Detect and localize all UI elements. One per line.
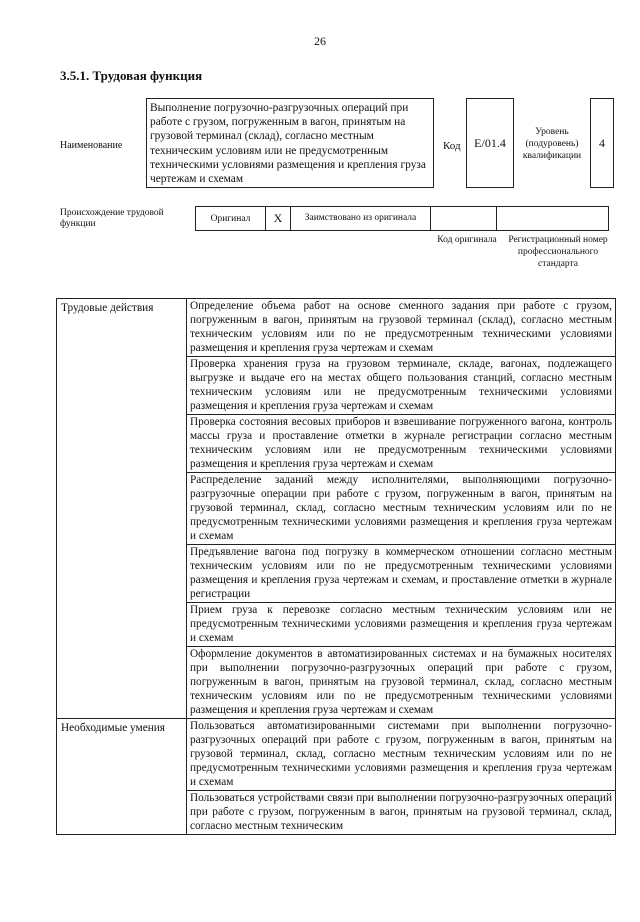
table-row [57,719,616,791]
original-label: Оригинал [196,207,266,231]
page-number: 26 [314,34,326,48]
origin-label: Происхождение трудовой функции [60,208,164,229]
borrowed-label: Заимствовано из оригинала [291,207,431,231]
labor-action-item: Распределение заданий между исполнителями, выполняющими погрузочно-разгрузочные операции при работе с грузом, погруженным в вагон, принятым на грузовой терминал, склад, согласно местным техническим условиям или по не предусмотренным техническими условиями размещения и крепления груза чертежам и схемам [187,473,616,545]
required-skill-item: Пользоваться устройствами связи при выполнении погрузочно-разгрузочных операций при работе с грузом, погруженным в вагон, принятым на грузовой терминал, склад, согласно местным техническим [187,791,616,835]
qualification-level-label: Уровень (подуровень) квалификации [522,127,582,161]
original-code-cell [431,207,497,231]
labor-action-item: Оформление документов в автоматизированных системах и на бумажных носителях при выполнении погрузочно-разгрузочных операций при работе с грузом, погруженным в вагон, принятым на грузовой терминал, склад, согласно местным техническим условиям или по не предусмотренным техническими условиями размещения и крепления груза чертежам и схемам [187,647,616,719]
required-skill-item: Пользоваться автоматизированными системами при выполнении погрузочно-разгрузочных операций при работе с грузом, погруженным в вагон, принятым на грузовой терминал, склад, согласно местным техническим условиям или по не предусмотренным техническими условиями размещения и крепления груза чертежам и схемам [187,719,616,791]
function-code-box: E/01.4 [466,98,514,188]
registration-number-cell [497,207,609,231]
qualification-level-box: 4 [590,98,614,188]
labor-action-item: Предъявление вагона под погрузку в коммерческом отношении согласно местным техническим условиям или по не предусмотренным техническими условиями размещения и крепления груза чертежам и схемам, и проставление отметки в журнале регистрации [187,545,616,603]
section-label-required-skills: Необходимые умения [57,719,187,835]
function-name-label: Наименование [60,140,123,151]
labor-action-item: Определение объема работ на основе сменного задания при работе с грузом, погруженным в вагон, принятым на грузовой терминал (склад), согласно местным техническим условиям или по не предусмотренным техническими условиями размещения и крепления груза чертежам и схемам [187,299,616,357]
labor-action-item: Проверка состояния весовых приборов и взвешивание погруженного вагона, контроль массы груза и проставление отметки в журнале регистрации согласно местным техническим условиям или не предусмотренным техническими условиями размещения и крепления груза чертежам и схемам [187,415,616,473]
registration-number-caption: Регистрационный номер профессионального стандарта [508,235,608,269]
labor-action-item: Проверка хранения груза на грузовом терминале, складе, вагонах, подлежащего выгрузке и выдаче его на местах общего пользования станций, согласно местным техническим условиям или не предусмотренным техническими условиями размещения и крепления груза чертежам и схемам [187,357,616,415]
section-label-labor-actions: Трудовые действия [57,299,187,719]
section-title: 3.5.1. Трудовая функция [60,68,203,83]
function-code-label: Код [443,140,461,152]
original-code-caption: Код оригинала [437,235,497,245]
function-name-box: Выполнение погрузочно-разгрузочных операций при работе с грузом, погруженным в вагон, принятым на грузовой терминал (склад), согласно местным техническим условиям или не предусмотренным техническими условиями размещения и крепления груза чертежам и схемам [146,98,434,188]
function-details-table [56,298,616,835]
table-row [57,299,616,357]
labor-action-item: Прием груза к перевозке согласно местным техническим условиям или не предусмотренным техническими условиями размещения и крепления груза чертежам и схемам [187,603,616,647]
original-mark: X [266,207,291,231]
origin-table [195,206,609,231]
